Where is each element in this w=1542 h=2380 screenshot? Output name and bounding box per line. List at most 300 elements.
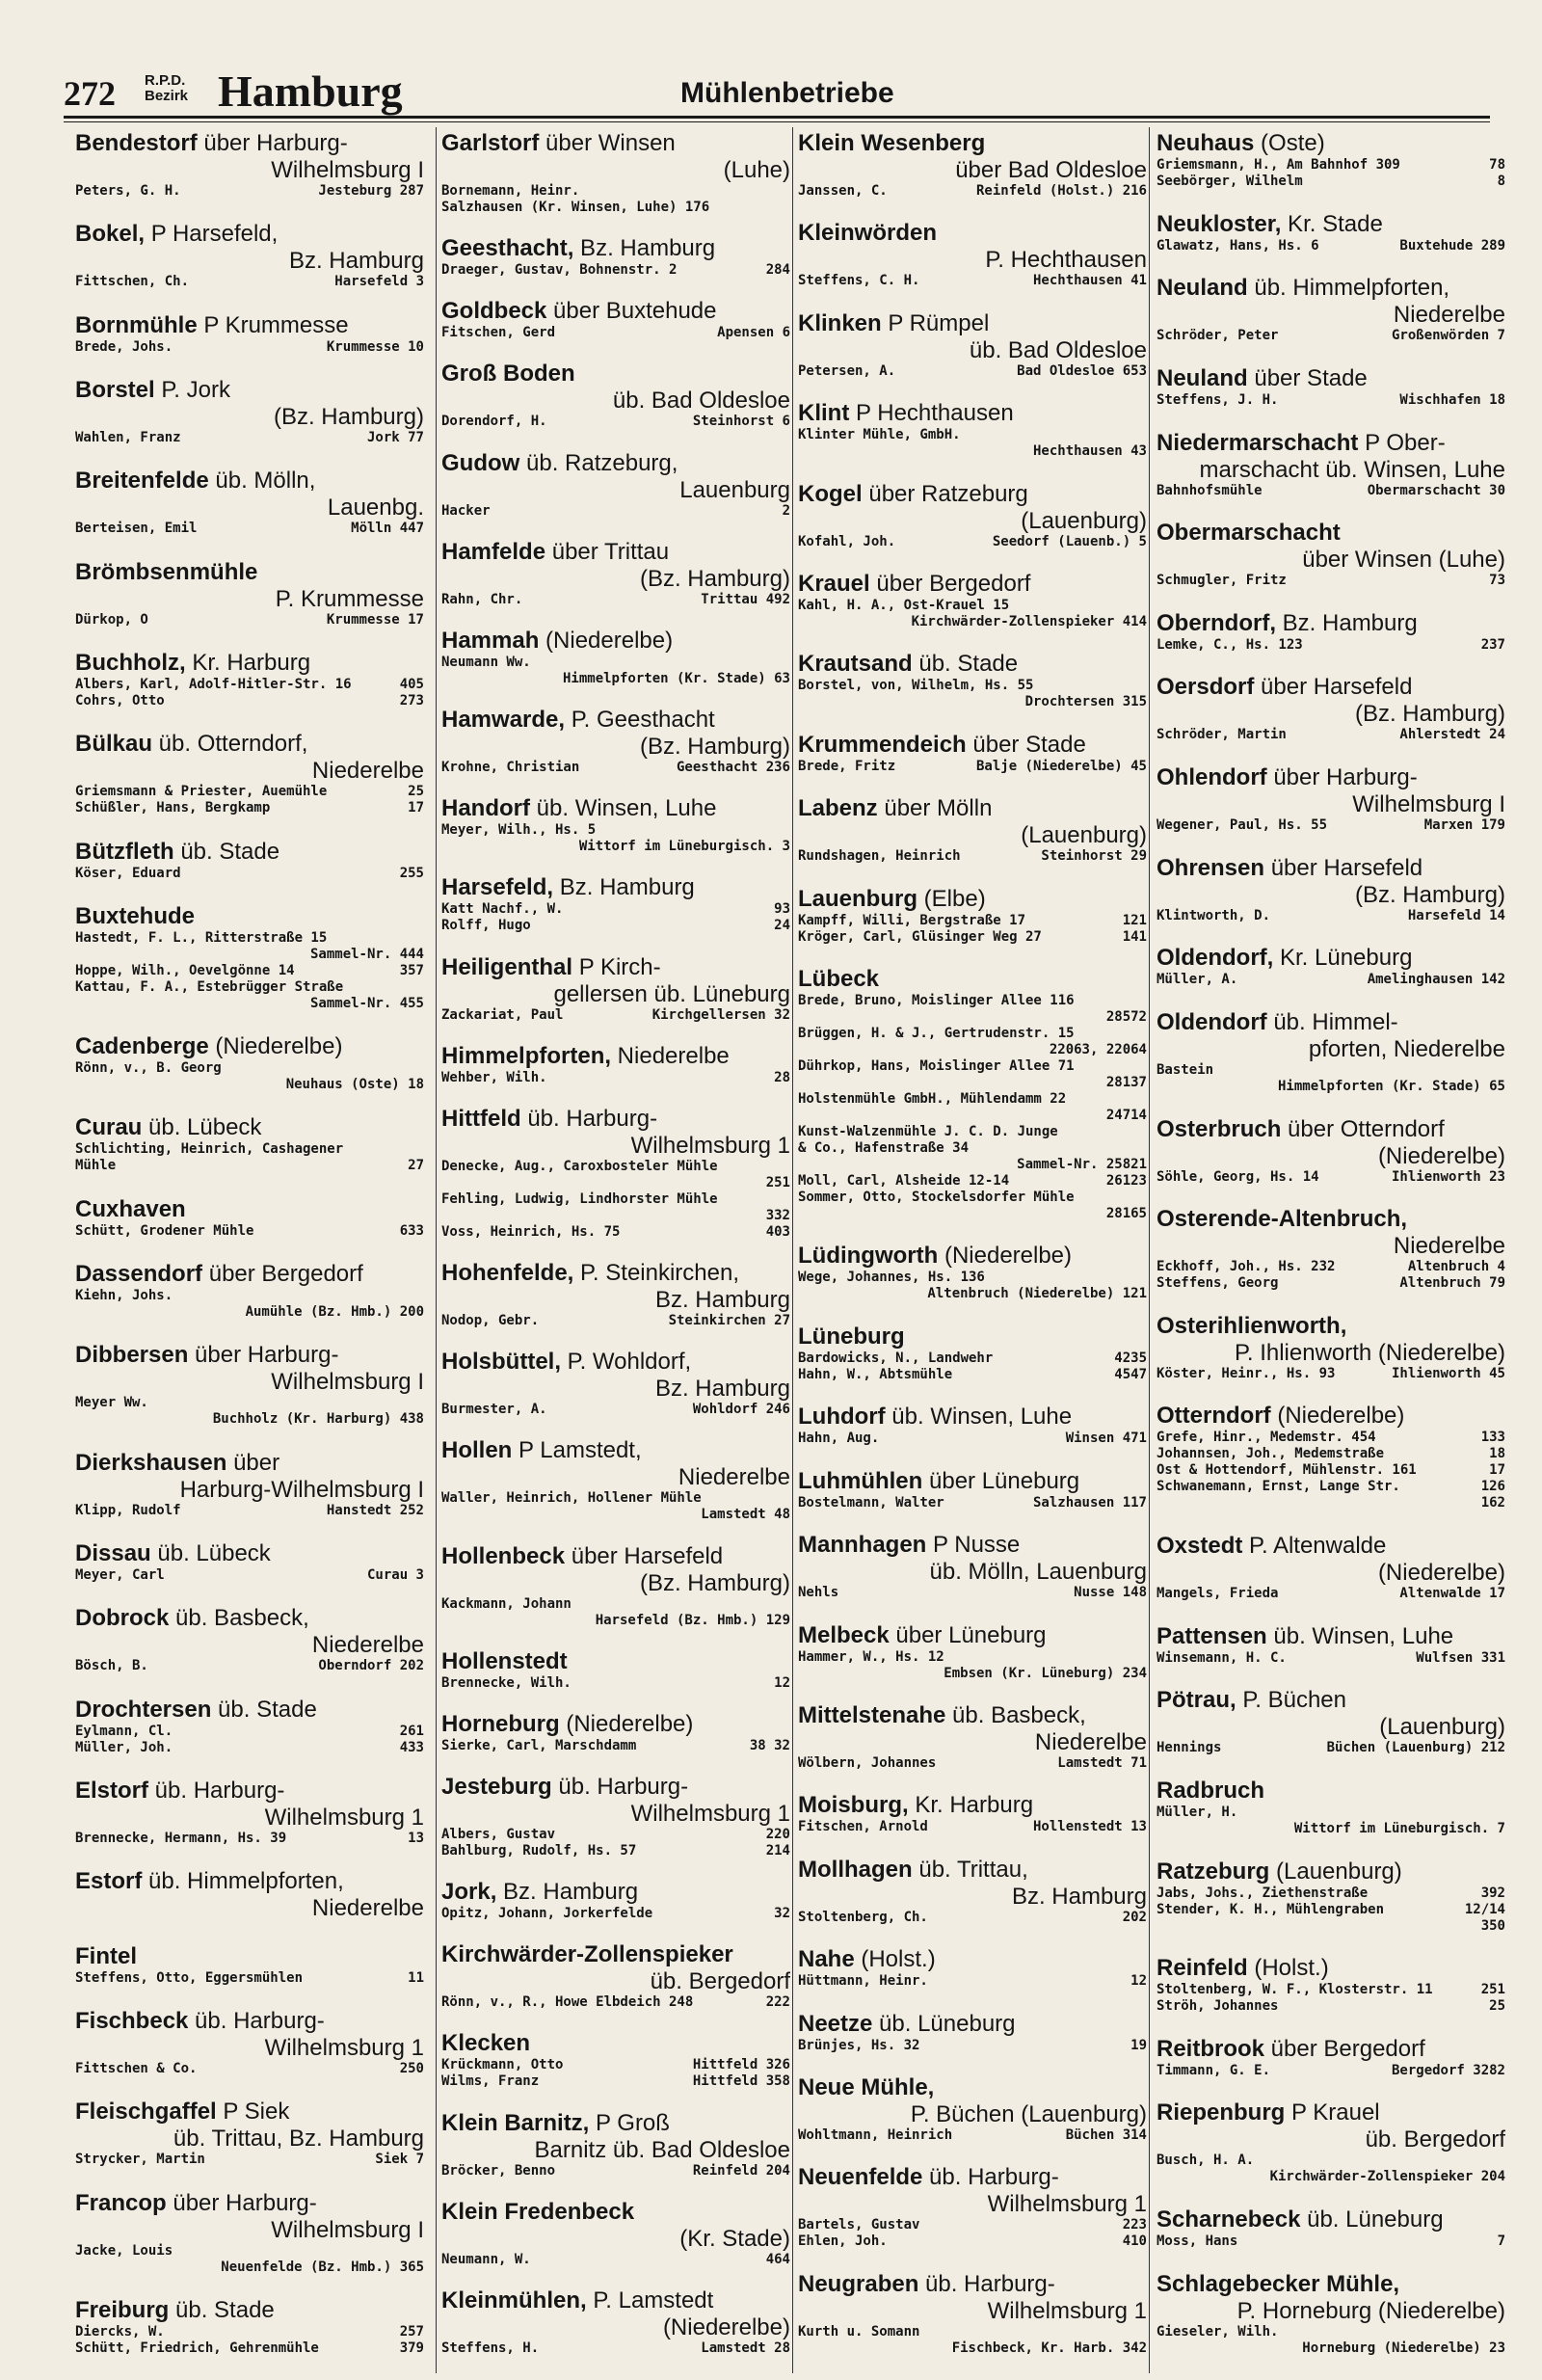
phone-number	[784, 200, 790, 216]
place-via: (Holst.)	[1247, 1955, 1329, 1982]
place-name: Harsefeld,	[441, 874, 554, 901]
phone-number: Jesteburg 287	[318, 183, 424, 199]
place-via-continued: Niederelbe	[311, 1895, 424, 1922]
mill-owner: Dorendorf, H.	[441, 414, 547, 430]
directory-entry	[798, 130, 1147, 200]
phone-number: 73	[1489, 573, 1505, 589]
phone-number: Embsen (Kr. Lüneburg) 234	[944, 1665, 1147, 1681]
place-name: Hohenfelde,	[441, 1260, 574, 1287]
place-via: über Otterndorf	[1281, 1115, 1445, 1142]
mill-row	[798, 1042, 1147, 1058]
place-name: Bokel,	[75, 221, 146, 248]
mill-row	[1156, 1446, 1505, 1462]
directory-entry	[798, 1468, 1147, 1511]
place-name: Oxstedt	[1156, 1533, 1243, 1559]
phone-number	[784, 1159, 790, 1175]
place-heading	[798, 2164, 1147, 2191]
place-heading	[1156, 1859, 1505, 1885]
place-via: über Harburg-	[197, 130, 348, 156]
phone-number: Lamstedt 71	[1057, 1754, 1147, 1771]
phone-number: 237	[1480, 636, 1505, 653]
mill-row	[75, 1658, 424, 1674]
place-via-continued: Bz. Hamburg	[654, 1376, 790, 1403]
mill-row	[75, 1970, 424, 1987]
phone-number: Harsefeld (Bz. Hmb.) 129	[595, 1612, 790, 1628]
place-name: Luhdorf	[798, 1404, 886, 1431]
mill-row	[1156, 2324, 1505, 2340]
phone-number: 2	[782, 502, 790, 519]
place-name: Kogel	[798, 480, 863, 507]
mill-row	[798, 1270, 1147, 1286]
mill-owner: Schüßler, Hans, Bergkamp	[75, 800, 271, 816]
place-via-continued: (Bz. Hamburg)	[273, 403, 424, 430]
place-via: üb. Winsen, Luhe	[1266, 1622, 1454, 1649]
place-via-continued: (Lauenburg)	[1379, 1714, 1505, 1741]
mill-row	[75, 979, 424, 996]
mill-owner: Jacke, Louis	[75, 2242, 173, 2259]
directory-entry	[798, 1532, 1147, 1601]
mill-owner: Wehber, Wilh.	[441, 1069, 547, 1085]
phone-number: Ahlerstedt 24	[1399, 727, 1505, 743]
place-name: Cadenberge	[75, 1033, 209, 1060]
phone-number: Steinkirchen 27	[668, 1313, 790, 1329]
directory-entry	[75, 1033, 424, 1093]
place-via-continued: üb. Mölln, Lauenburg	[929, 1559, 1147, 1586]
directory-entry	[798, 1404, 1147, 1447]
place-name: Jork,	[441, 1879, 497, 1906]
place-via: P Groß	[589, 2109, 670, 2136]
place-name: Scharnebeck	[1156, 2206, 1301, 2233]
place-via-continued: üb. Bergedorf	[650, 1968, 790, 1995]
place-name: Neugraben	[798, 2270, 919, 2297]
mill-owner	[441, 1613, 590, 1629]
directory-entry	[75, 2099, 424, 2168]
place-name: Hollenbeck	[441, 1542, 566, 1569]
phone-number: Wittorf im Lüneburgisch. 7	[1293, 1820, 1505, 1836]
mill-owner: Kurth u. Somann	[798, 2323, 920, 2340]
mill-owner: Grefe, Hinr., Medemstr. 454	[1156, 1430, 1376, 1446]
mill-row	[798, 2324, 1147, 2340]
phone-number: 392	[1480, 1885, 1505, 1901]
place-heading	[75, 839, 424, 866]
mill-owner: Krohne, Christian	[441, 760, 580, 776]
place-via: üb. Lüneburg	[1300, 2206, 1444, 2233]
mill-owner: Schröder, Martin	[1156, 727, 1287, 743]
directory-entry	[441, 707, 790, 776]
mill-owner: Holstenmühle GmbH., Mühlendamm 22	[798, 1091, 1067, 1108]
place-via: über Buxtehude	[546, 298, 717, 325]
directory-entry	[798, 966, 1147, 1222]
mill-owner: Dürkop, O	[75, 611, 148, 628]
directory-entry	[441, 2287, 790, 2357]
phone-number: Sammel-Nr. 455	[309, 995, 424, 1011]
phone-number: Harsefeld 14	[1407, 907, 1505, 923]
place-heading	[75, 312, 424, 339]
place-heading	[441, 1543, 790, 1570]
mill-owner: Neumann Ww.	[441, 654, 531, 670]
mill-owner: Fitschen, Gerd	[441, 325, 556, 341]
place-via: üb. Ratzeburg,	[519, 449, 678, 476]
mill-owner: Söhle, Georg, Hs. 14	[1156, 1168, 1319, 1185]
mill-owner: Bahnhofsmühle	[1156, 482, 1263, 498]
place-name: Lüdingworth	[798, 1243, 939, 1270]
mill-row	[798, 427, 1147, 443]
phone-number	[1141, 1058, 1147, 1075]
place-heading	[1156, 1623, 1505, 1650]
place-via: üb. Harburg-	[918, 2270, 1055, 2297]
mill-owner	[75, 947, 305, 963]
mill-row	[798, 1075, 1147, 1091]
place-via-continued: Niederelbe	[1034, 1728, 1147, 1755]
place-name: Ratzeburg	[1156, 1858, 1270, 1885]
mill-row	[75, 677, 424, 693]
place-name: Riepenburg	[1156, 2099, 1286, 2126]
place-name: Dassendorf	[75, 1261, 203, 1288]
mill-owner: Dührkop, Hans, Moislinger Allee 71	[798, 1058, 1075, 1075]
place-name: Gudow	[441, 449, 520, 476]
place-via: (Niederelbe)	[208, 1033, 343, 1060]
directory-entry	[75, 1778, 424, 1847]
place-via: Bz. Hamburg	[553, 874, 695, 901]
place-heading	[441, 1349, 790, 1376]
place-name: Nahe	[798, 1946, 855, 1973]
phone-number: Nusse 148	[1074, 1585, 1147, 1601]
phone-number: 4547	[1114, 1366, 1147, 1382]
place-heading	[798, 1946, 1147, 1973]
phone-number: 464	[765, 2251, 790, 2267]
phone-number: Neuhaus (Oste) 18	[285, 1077, 424, 1093]
mill-row	[798, 1585, 1147, 1601]
place-name: Hamwarde,	[441, 707, 566, 734]
page-number: 272	[64, 74, 116, 113]
place-heading	[798, 1792, 1147, 1819]
phone-number: Salzhausen 117	[1032, 1494, 1147, 1511]
mill-row	[798, 1649, 1147, 1666]
mill-owner	[798, 1157, 1011, 1173]
place-name: Francop	[75, 2189, 167, 2216]
mill-owner: Müller, A.	[1156, 972, 1238, 988]
place-via: P. Lamstedt	[586, 2286, 714, 2313]
mill-owner: Hüttmann, Heinr.	[798, 1973, 928, 1990]
phone-number: Reinfeld (Holst.) 216	[975, 183, 1147, 199]
directory-entry	[798, 1946, 1147, 1990]
mill-row	[441, 901, 790, 918]
place-via: üb. Lübeck	[150, 1540, 271, 1566]
phone-number	[1141, 427, 1147, 443]
mill-row	[441, 325, 790, 341]
directory-entry	[75, 221, 424, 290]
place-name: Osterende-Altenbruch,	[1156, 1206, 1408, 1233]
mill-owner: Steffens, H.	[441, 2340, 540, 2356]
mill-row	[1156, 238, 1505, 254]
place-via-continued: pforten, Niederelbe	[1308, 1035, 1505, 1062]
place-via: Bz. Hamburg	[496, 1879, 639, 1906]
phone-number: 126	[1480, 1479, 1505, 1495]
phone-number: 26123	[1105, 1173, 1147, 1190]
mill-owner: Katt Nachf., W.	[441, 901, 564, 918]
mill-row	[1156, 2340, 1505, 2357]
mill-owner: Bröcker, Benno	[441, 2162, 556, 2179]
city-title: Hamburg	[218, 67, 403, 116]
place-name: Krauel	[798, 571, 870, 598]
mill-row	[798, 183, 1147, 200]
phone-number: Steinhorst 6	[692, 414, 790, 430]
mill-row	[798, 1190, 1147, 1206]
mill-row	[798, 1058, 1147, 1075]
place-via-continued: P. Büchen (Lauenburg)	[910, 2100, 1147, 2127]
directory-entry	[441, 1260, 790, 1329]
mill-owner	[1156, 1821, 1289, 1837]
place-via: über Harburg-	[188, 1342, 339, 1369]
directory-entry	[75, 650, 424, 709]
mill-row	[798, 1495, 1147, 1511]
phone-number: 11	[408, 1969, 424, 1986]
mill-row	[1156, 1079, 1505, 1095]
phone-number: 357	[399, 962, 424, 978]
place-name: Buchholz,	[75, 649, 186, 676]
phone-number: 25	[408, 784, 424, 800]
place-name: Dibbersen	[75, 1342, 189, 1369]
place-name: Lübeck	[798, 966, 880, 993]
place-via: über Lüneburg	[889, 1621, 1047, 1648]
mill-row	[798, 2127, 1147, 2144]
place-via: P. Altenwalde	[1242, 1533, 1387, 1559]
place-heading	[1156, 764, 1505, 791]
place-via: (Elbe)	[917, 885, 986, 912]
phone-number	[418, 930, 424, 947]
place-via: üb. Harburg-	[520, 1105, 658, 1132]
mill-row	[441, 200, 790, 216]
directory-entry	[441, 1437, 790, 1523]
place-via: P Kirch-	[572, 953, 661, 980]
place-heading	[75, 1943, 424, 1970]
directory-entry	[798, 795, 1147, 865]
mill-row	[75, 784, 424, 800]
mill-row	[75, 1141, 424, 1158]
mill-owner: Bastein	[1156, 1061, 1214, 1078]
mill-owner: Winsemann, H. C.	[1156, 1649, 1287, 1666]
place-via: Kr. Harburg	[185, 649, 311, 676]
mill-row	[441, 1224, 790, 1241]
place-via-continued: Lauenbg.	[327, 495, 424, 521]
mill-owner: Steffens, Otto, Eggersmühlen	[75, 1969, 304, 1986]
place-heading	[441, 1043, 790, 1070]
place-heading	[1156, 1533, 1505, 1560]
mill-owner: Bösch, B.	[75, 1658, 148, 1674]
place-name: Ohlendorf	[1156, 764, 1267, 790]
place-name: Drochtersen	[75, 1696, 212, 1723]
place-via: P Siek	[216, 2099, 290, 2126]
directory-entry	[1156, 764, 1505, 834]
phone-number: Himmelpforten (Kr. Stade) 63	[562, 670, 790, 686]
directory-entry	[441, 1941, 790, 2011]
mill-owner: Lemke, C., Hs. 123	[1156, 636, 1303, 653]
place-heading	[75, 2190, 424, 2217]
place-via-continued: Niederelbe	[311, 758, 424, 785]
place-via-continued: Wilhelmsburg I	[271, 1369, 424, 1396]
mill-owner: Albers, Karl, Adolf-Hitler-Str. 16	[75, 676, 352, 692]
phone-number: Altenwalde 17	[1399, 1586, 1505, 1601]
place-name: Dissau	[75, 1540, 151, 1566]
directory-entry	[441, 1106, 790, 1241]
mill-row	[798, 1666, 1147, 1682]
place-via: über Harsefeld	[565, 1542, 724, 1569]
place-name: Neuhaus	[1156, 130, 1255, 156]
mill-owner: Neumann, W.	[441, 2251, 531, 2267]
directory-entry	[798, 1622, 1147, 1682]
phone-number: 12	[774, 1674, 790, 1691]
place-via: P. Büchen	[1236, 1687, 1347, 1714]
mill-row	[75, 1724, 424, 1740]
column-1	[75, 130, 424, 2367]
mill-owner: Timmann, G. E.	[1156, 2062, 1271, 2078]
place-heading	[441, 1711, 790, 1738]
mill-row	[441, 2252, 790, 2268]
place-via-continued: üb. Trittau, Bz. Hamburg	[173, 2126, 424, 2153]
place-heading	[798, 1622, 1147, 1649]
place-name: Breitenfelde	[75, 468, 209, 495]
mill-owner: Bardowicks, N., Landwehr	[798, 1350, 994, 1366]
mill-owner: Seebörger, Wilhelm	[1156, 174, 1303, 189]
phone-number: Balje (Niederelbe) 45	[975, 758, 1147, 774]
mill-row	[441, 1402, 790, 1418]
place-via-continued: (Lauenburg)	[1021, 822, 1147, 849]
column-4	[1156, 130, 1505, 2367]
place-heading	[75, 1868, 424, 1895]
phone-number: 255	[399, 865, 424, 881]
mill-owner: Draeger, Gustav, Bohnenstr. 2	[441, 262, 678, 279]
place-via: Kr. Harburg	[908, 1792, 1034, 1819]
mill-row	[1156, 392, 1505, 409]
mill-row	[1156, 573, 1505, 589]
phone-number: Bergedorf 3282	[1391, 2062, 1505, 2078]
place-via: üb. Himmelpforten,	[1247, 275, 1450, 302]
mill-owner: Rundshagen, Heinrich	[798, 848, 961, 865]
mill-row	[798, 694, 1147, 710]
mill-row	[75, 183, 424, 200]
directory-entry	[798, 1243, 1147, 1302]
mill-row	[1156, 1495, 1505, 1511]
mill-owner	[798, 1666, 938, 1682]
mill-owner	[1156, 1079, 1272, 1095]
place-via-continued: Barnitz üb. Bad Oldesloe	[534, 2136, 790, 2163]
directory-entry	[441, 2030, 790, 2090]
directory-entry	[798, 310, 1147, 380]
mill-row	[75, 1395, 424, 1411]
mill-owner: Kunst-Walzenmühle J. C. D. Junge	[798, 1124, 1058, 1140]
mill-row	[798, 1206, 1147, 1222]
mill-owner: Nodop, Gebr.	[441, 1313, 540, 1329]
place-heading	[441, 1648, 790, 1675]
place-via-continued: Wilhelmsburg I	[271, 2216, 424, 2243]
directory-entry	[441, 1774, 790, 1859]
mill-row	[1156, 1902, 1505, 1918]
mill-row	[75, 800, 424, 816]
place-via-continued: Wilhelmsburg 1	[264, 2034, 424, 2061]
directory-entry	[1156, 1206, 1505, 1292]
phone-number: 250	[399, 2060, 424, 2076]
directory-entry	[75, 1196, 424, 1240]
directory-entry	[75, 1605, 424, 1674]
place-name: Holsbüttel,	[441, 1349, 561, 1376]
phone-number	[1141, 2324, 1147, 2340]
mill-row	[1156, 1275, 1505, 1292]
place-name: Osterbruch	[1156, 1115, 1282, 1142]
directory-entry	[1156, 2036, 1505, 2079]
place-name: Moisburg,	[798, 1792, 909, 1819]
place-heading	[1156, 2036, 1505, 2063]
mill-row	[1156, 2233, 1505, 2250]
mill-owner: Stoltenberg, W. F., Klosterstr. 11	[1156, 1982, 1433, 1998]
directory-entry	[441, 450, 790, 520]
directory-entry	[441, 628, 790, 687]
place-via: üb. Stade	[169, 2296, 275, 2323]
place-heading	[1156, 1687, 1505, 1714]
mill-owner: Klintworth, D.	[1156, 907, 1271, 923]
place-name: Borstel	[75, 376, 155, 403]
place-heading	[75, 559, 424, 586]
mill-owner: Voss, Heinrich, Hs. 75	[441, 1223, 621, 1240]
place-heading	[441, 1260, 790, 1287]
place-via-continued: P. Ihlienworth (Niederelbe)	[1234, 1339, 1505, 1366]
directory-entry	[1156, 211, 1505, 254]
directory-entry	[75, 377, 424, 446]
mill-row	[441, 1191, 790, 1208]
mill-owner: Diercks, W.	[75, 2323, 165, 2340]
place-via: üb. Stade	[173, 838, 280, 865]
mill-owner: Rönn, v., B. Georg	[75, 1060, 222, 1077]
place-via: P Hechthausen	[849, 400, 1014, 427]
place-via: üb. Lüneburg	[872, 2010, 1016, 2037]
directory-entry	[1156, 2099, 1505, 2185]
phone-number	[418, 1060, 424, 1077]
mill-owner: Bornemann, Heinr.	[441, 183, 580, 199]
phone-number: 162	[1480, 1495, 1505, 1511]
mill-owner: Wilms, Franz	[441, 2073, 540, 2090]
directory-entry	[798, 400, 1147, 460]
mill-row	[798, 929, 1147, 946]
mill-row	[75, 1503, 424, 1519]
bezirk-text: Bezirk	[145, 88, 189, 104]
directory-entry	[441, 954, 790, 1024]
place-name: Krautsand	[798, 651, 913, 678]
phone-number: 24714	[1105, 1108, 1147, 1124]
mill-owner: Kampff, Willi, Bergstraße 17	[798, 912, 1026, 928]
place-heading	[75, 1261, 424, 1288]
phone-number	[1141, 678, 1147, 694]
place-heading	[75, 221, 424, 248]
place-name: Oldendorf	[1156, 1008, 1267, 1035]
phone-number: Hanstedt 252	[326, 1502, 424, 1518]
mill-owner: Klipp, Rudolf	[75, 1502, 181, 1518]
directory-entry	[798, 1324, 1147, 1383]
mill-row	[441, 1007, 790, 1024]
place-heading	[798, 1404, 1147, 1431]
phone-number: 251	[1480, 1982, 1505, 1998]
mill-row	[1156, 1366, 1505, 1382]
phone-number: 633	[399, 1222, 424, 1239]
place-via: üb. Harburg-	[148, 1777, 285, 1804]
mill-owner: Kiehn, Johs.	[75, 1288, 173, 1304]
mill-row	[441, 1208, 790, 1224]
mill-row	[441, 414, 790, 430]
mill-owner: Ehlen, Joh.	[798, 2233, 888, 2250]
mill-owner: Moss, Hans	[1156, 2233, 1238, 2249]
place-heading	[75, 731, 424, 758]
phone-number: 17	[1489, 1462, 1505, 1479]
place-via: P. Geesthacht	[565, 707, 715, 734]
mill-row	[798, 848, 1147, 865]
